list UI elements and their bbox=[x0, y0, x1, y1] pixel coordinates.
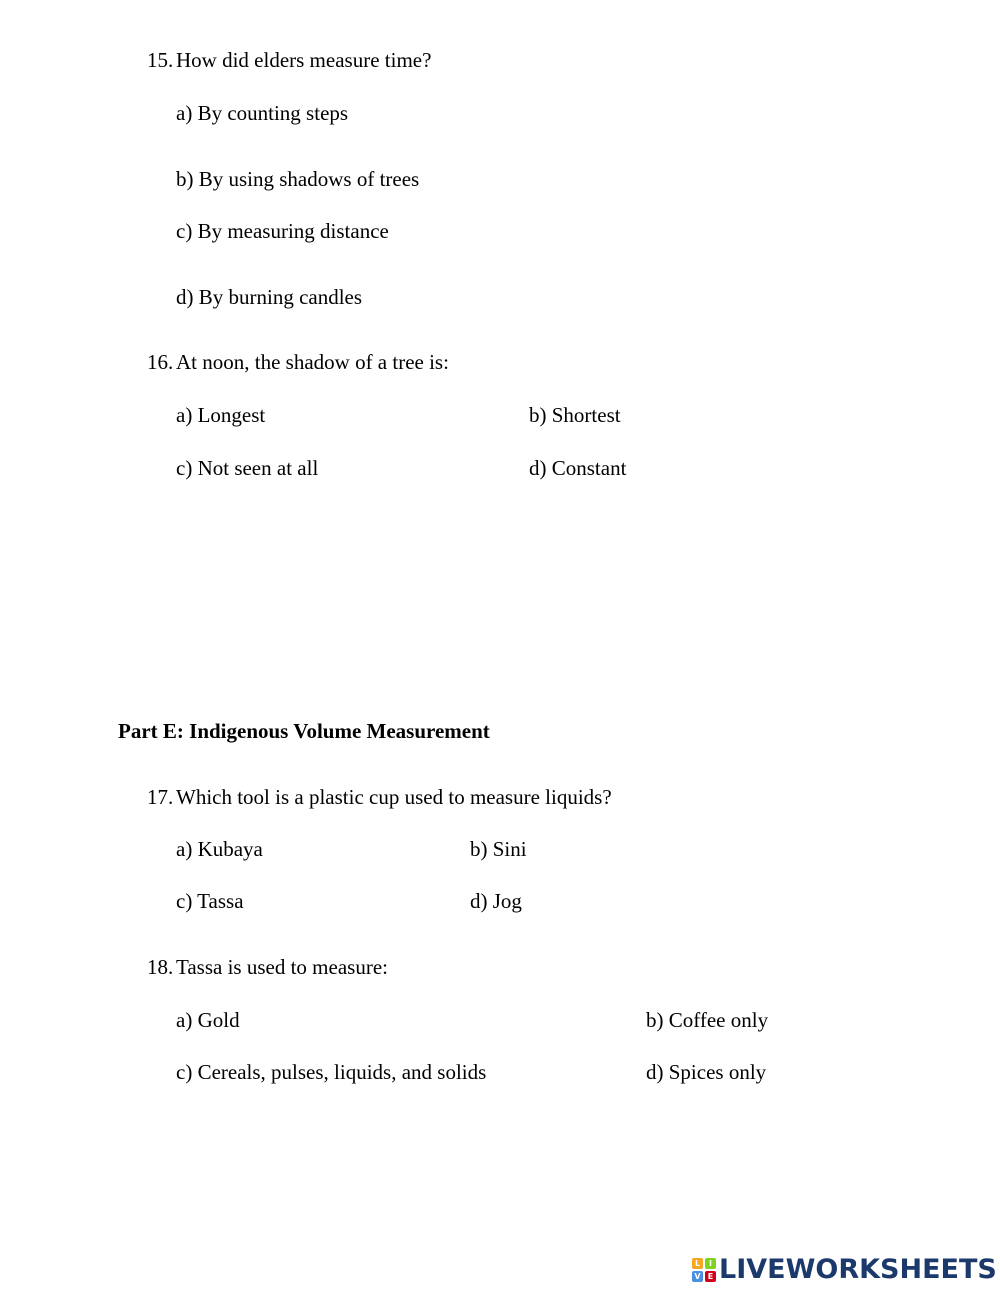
question-17-option-c[interactable]: c) Tassa bbox=[176, 889, 244, 913]
question-18-option-b[interactable]: b) Coffee only bbox=[646, 1008, 769, 1032]
question-16-text: At noon, the shadow of a tree is: bbox=[176, 350, 449, 374]
question-16-option-c[interactable]: c) Not seen at all bbox=[176, 456, 319, 480]
question-15-option-c[interactable]: c) By measuring distance bbox=[176, 219, 389, 243]
section-heading: Part E: Indigenous Volume Measurement bbox=[118, 719, 490, 743]
question-17-number: 17. bbox=[147, 785, 174, 809]
question-18-option-a[interactable]: a) Gold bbox=[176, 1008, 240, 1032]
logo-grid-letter: I bbox=[705, 1258, 716, 1269]
logo-grid-icon bbox=[692, 1258, 716, 1282]
question-18-number: 18. bbox=[147, 955, 174, 979]
logo-grid-letter: E bbox=[705, 1271, 716, 1282]
question-15-option-a[interactable]: a) By counting steps bbox=[176, 101, 349, 125]
question-17-option-d[interactable]: d) Jog bbox=[470, 889, 522, 913]
question-15-option-d[interactable]: d) By burning candles bbox=[176, 285, 363, 309]
question-16-option-d[interactable]: d) Constant bbox=[529, 456, 627, 480]
liveworksheets-logo bbox=[692, 1253, 997, 1287]
question-17-option-b[interactable]: b) Sini bbox=[470, 837, 527, 861]
question-16-option-a[interactable]: a) Longest bbox=[176, 403, 266, 427]
logo-text: LIVEWORKSHEETS bbox=[719, 1254, 997, 1285]
question-18-option-d[interactable]: d) Spices only bbox=[646, 1060, 767, 1084]
logo-grid-letter: L bbox=[692, 1258, 703, 1269]
question-17-option-a[interactable]: a) Kubaya bbox=[176, 837, 263, 861]
question-15-option-b[interactable]: b) By using shadows of trees bbox=[176, 167, 420, 191]
logo-grid-letter: V bbox=[692, 1271, 703, 1282]
question-15-number: 15. bbox=[147, 48, 174, 72]
question-18-option-c[interactable]: c) Cereals, pulses, liquids, and solids bbox=[176, 1060, 487, 1084]
question-18-text: Tassa is used to measure: bbox=[176, 955, 388, 979]
question-16-option-b[interactable]: b) Shortest bbox=[529, 403, 621, 427]
question-15-text: How did elders measure time? bbox=[176, 48, 432, 72]
question-17-text: Which tool is a plastic cup used to measure liquids? bbox=[176, 785, 612, 809]
question-16-number: 16. bbox=[147, 350, 174, 374]
